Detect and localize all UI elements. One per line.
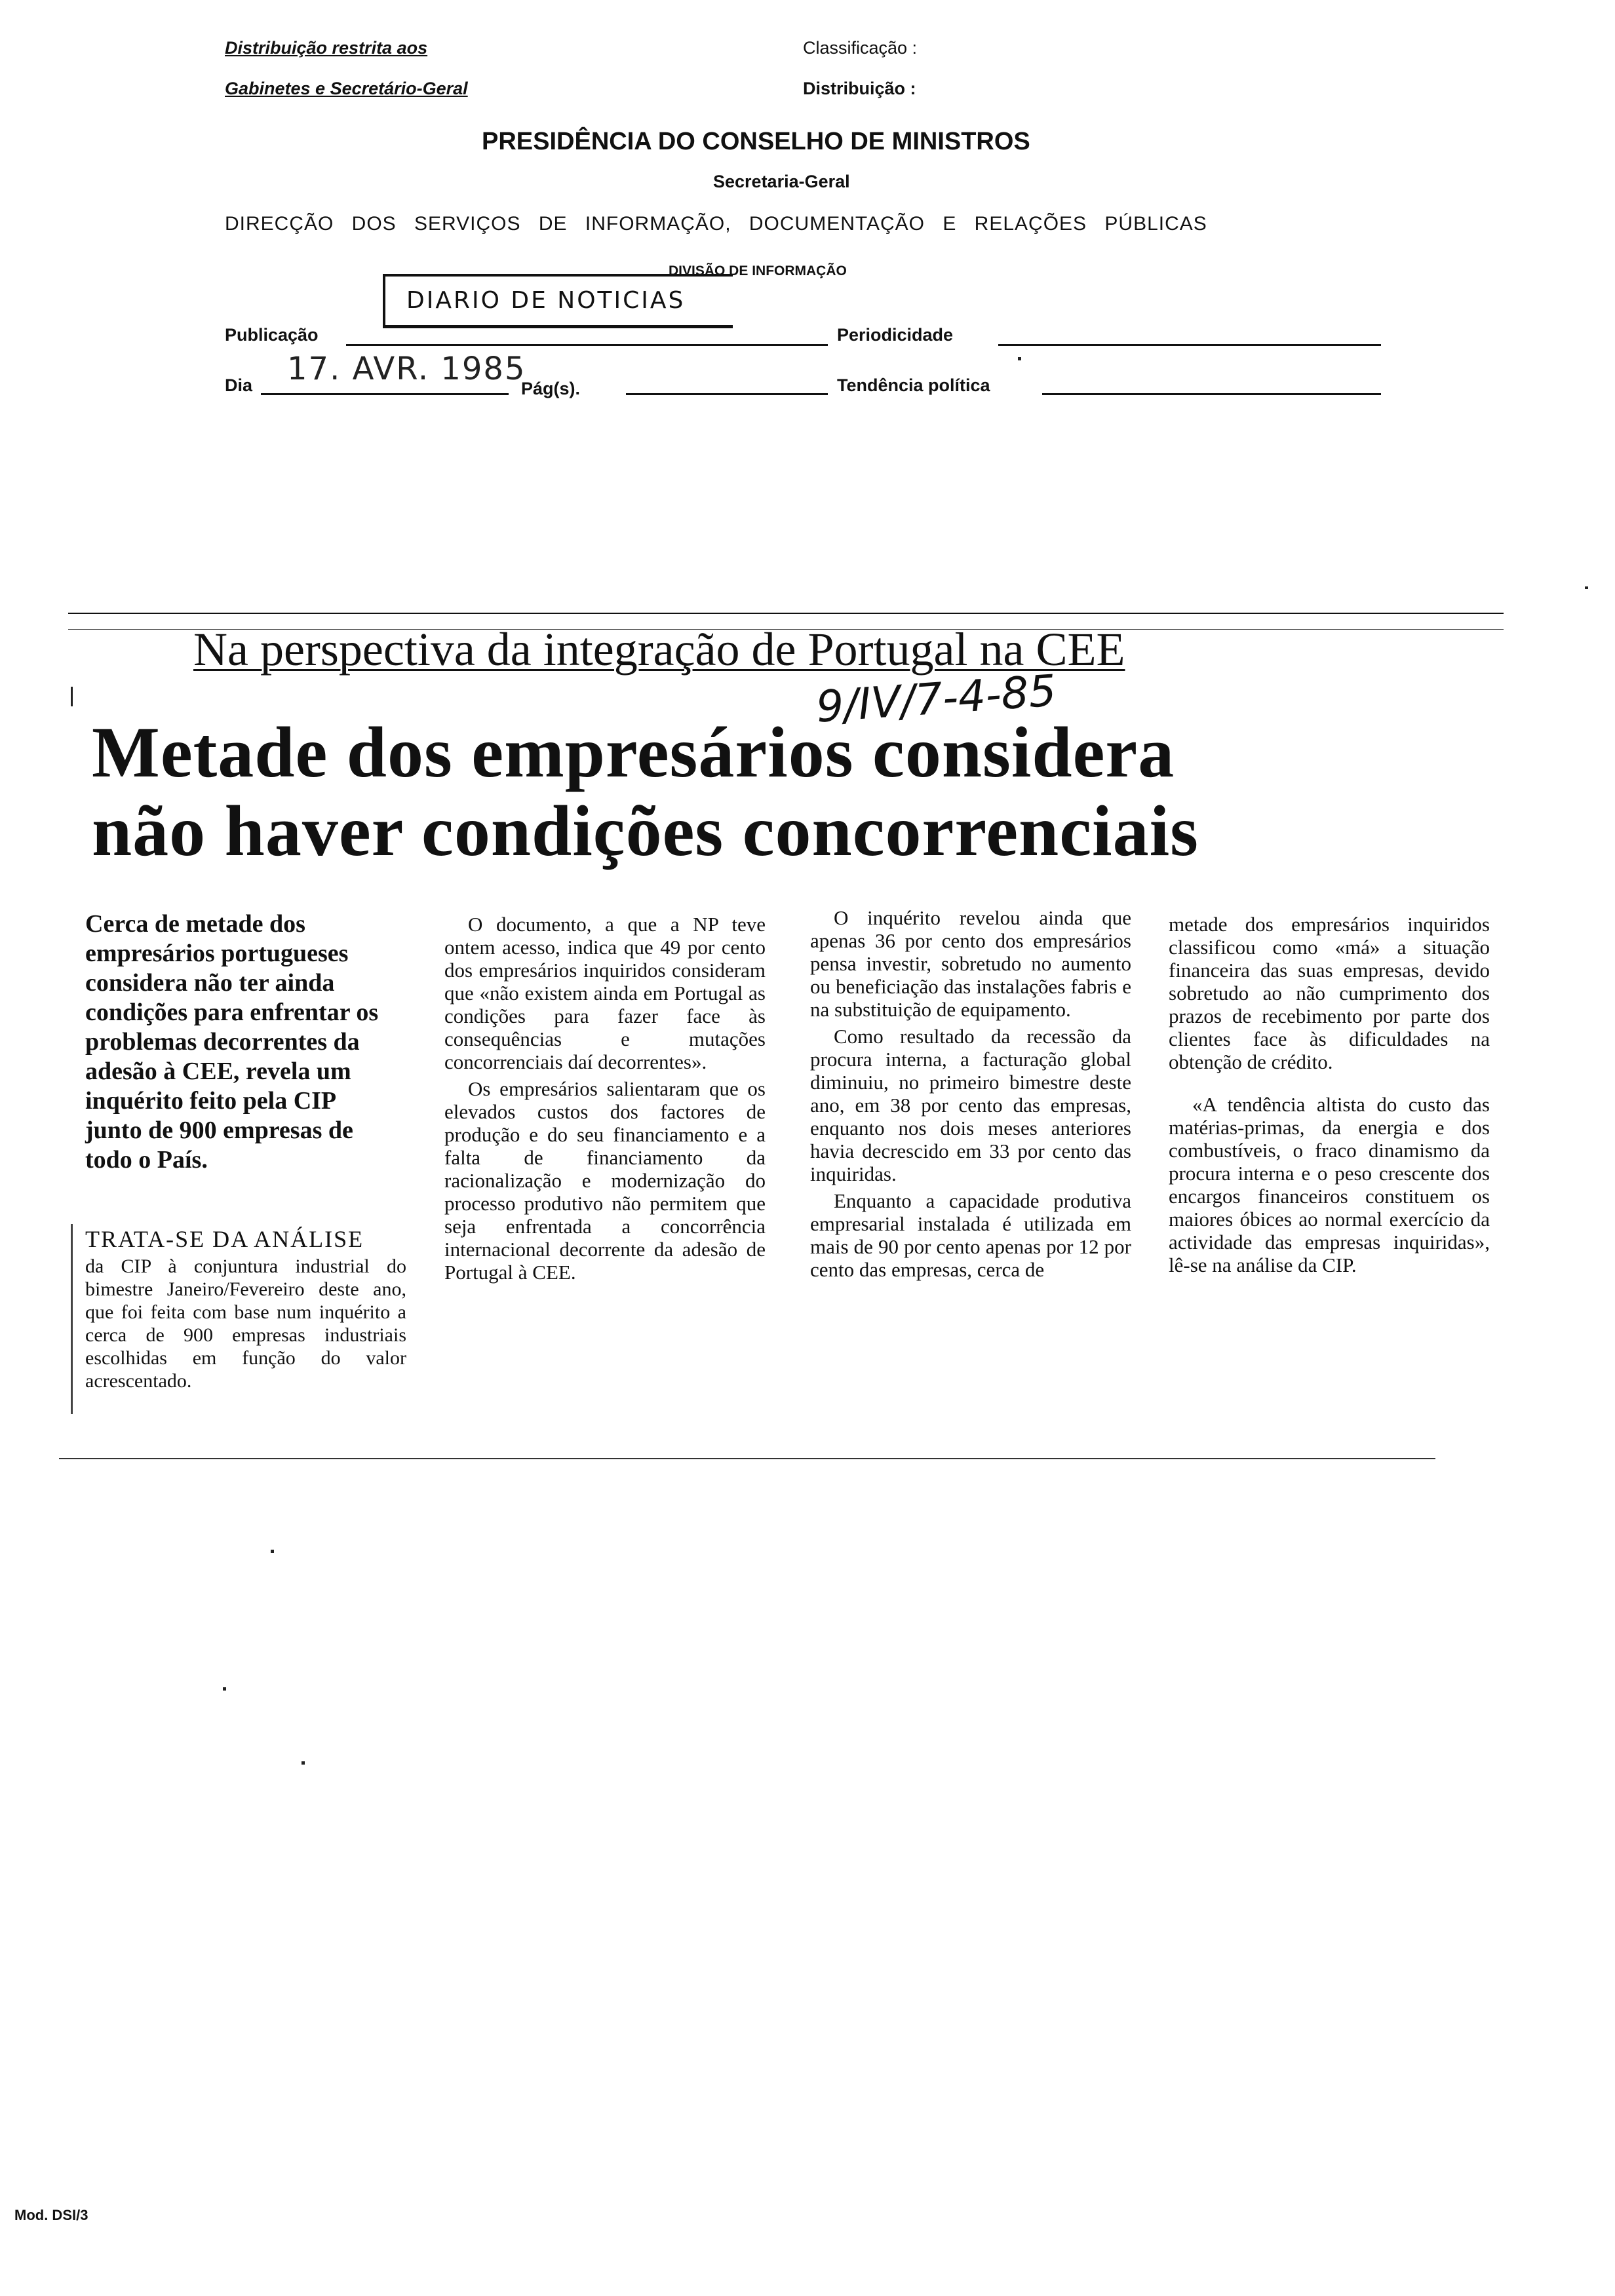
publicacao-label: Publicação	[225, 325, 319, 345]
article-kicker: Na perspectiva da integração de Portugal na CEE	[193, 623, 1125, 676]
col3-paragraph-1: O inquérito revelou ainda que apenas 36 por cento dos empresários pensa investir, sobretudo no aumento ou beneficiação das instalações fabris e na substituição de equipamento.	[810, 906, 1131, 1021]
classification-label: Classificação :	[803, 38, 918, 58]
article-top-rule	[68, 613, 1504, 614]
restriction-line-1: Distribuição restrita aos	[225, 38, 428, 58]
scan-speck	[1018, 357, 1021, 360]
form-code: Mod. DSI/3	[14, 2207, 88, 2223]
col2-paragraph-1: O documento, a que a NP teve ontem acesso, indica que 49 por cento dos empresários inquiridos consideram que «não existem ainda em Portugal as condições para fazer face às consequências e mutações concorrenciais daí decorrentes».	[444, 913, 766, 1073]
article-column-3	[810, 906, 1131, 1285]
scan-speck	[1585, 586, 1588, 589]
publicacao-line	[346, 344, 828, 346]
periodicidade-label: Periodicidade	[837, 325, 954, 345]
publication-stamp-text: DIARIO DE NOTICIAS	[406, 287, 686, 314]
handwritten-note: 9/IV/7-4-85	[814, 665, 1058, 733]
secretariat-title: Secretaria-Geral	[713, 172, 850, 191]
article-lead: Cerca de metade dos empresários portugueses considera não ter ainda condições para enfrentar os problemas decorrentes da adesão à CEE, revela um inquérito feito pela CIP junto de 900 empresas de todo o País.	[85, 910, 379, 1174]
headline-line-1: Metade dos empresários considera	[92, 712, 1175, 792]
col1-caps: TRATA-SE DA ANÁLISE	[85, 1226, 364, 1252]
article-column-2	[444, 913, 766, 1288]
headline-line-2: não haver condições concorrenciais	[92, 791, 1199, 871]
col1-body: da CIP à conjuntura industrial do bimestre Janeiro/Fevereiro deste ano, que foi feita com base num inquérito a cerca de 900 empresas industriais escolhidas em função do valor acrescentado.	[85, 1255, 406, 1392]
publication-stamp	[383, 274, 733, 328]
col2-paragraph-2: Os empresários salientaram que os elevados custos dos factores de produção e do seu financiamento e a falta de financiamento da racionalização e modernização do processo produtivo não permitem que seja enfrentada a concorrência internacional decorrente da adesão de Portugal à CEE.	[444, 1077, 766, 1284]
tendencia-label: Tendência política	[837, 375, 990, 395]
date-stamp: 17. AVR. 1985	[287, 351, 526, 387]
division-title: DIVISÃO DE INFORMAÇÃO	[669, 263, 847, 278]
pags-label: Pág(s).	[521, 379, 581, 398]
article-column-4	[1169, 913, 1490, 1280]
restriction-line-2: Gabinetes e Secretário-Geral	[225, 79, 468, 98]
pags-line	[626, 393, 828, 395]
tendencia-line	[1042, 393, 1381, 395]
distribution-label: Distribuição :	[803, 79, 916, 98]
scan-speck	[223, 1687, 226, 1691]
col4-paragraph-2: «A tendência altista do custo das matérias-primas, da energia e dos combustíveis, o fraco dinamismo da procura interna e o peso crescente dos encargos financeiros constituem os maiores óbices ao normal exercício da actividade das empresas inquiridas», lê-se na análise da CIP.	[1169, 1093, 1490, 1276]
article-bottom-rule	[59, 1458, 1435, 1459]
periodicidade-line	[998, 344, 1381, 346]
col4-paragraph-1: metade dos empresários inquiridos classificou como «má» a situação financeira das suas empresas, devido sobretudo ao não cumprimento dos prazos de recebimento por parte dos clientes face às dificuldades na obtenção de crédito.	[1169, 913, 1490, 1073]
dia-label: Dia	[225, 375, 253, 395]
dia-line	[261, 393, 509, 395]
scan-speck	[71, 1224, 73, 1414]
agency-title: PRESIDÊNCIA DO CONSELHO DE MINISTROS	[482, 128, 1030, 155]
col3-paragraph-3: Enquanto a capacidade produtiva empresarial instalada é utilizada em mais de 90 por cento apenas por 12 por cento das empresas, cerca de	[810, 1189, 1131, 1281]
scan-speck	[71, 687, 73, 706]
directorate-title: DIRECÇÃO DOS SERVIÇOS DE INFORMAÇÃO, DOCUMENTAÇÃO E RELAÇÕES PÚBLICAS	[225, 213, 1207, 235]
scan-speck	[302, 1761, 305, 1765]
scan-speck	[271, 1550, 274, 1553]
col3-paragraph-2: Como resultado da recessão da procura interna, a facturação global diminuiu, no primeiro bimestre deste ano, em 38 por cento das empresas, enquanto nos dois meses anteriores havia decrescido em 33 por cento das inquiridas.	[810, 1025, 1131, 1185]
